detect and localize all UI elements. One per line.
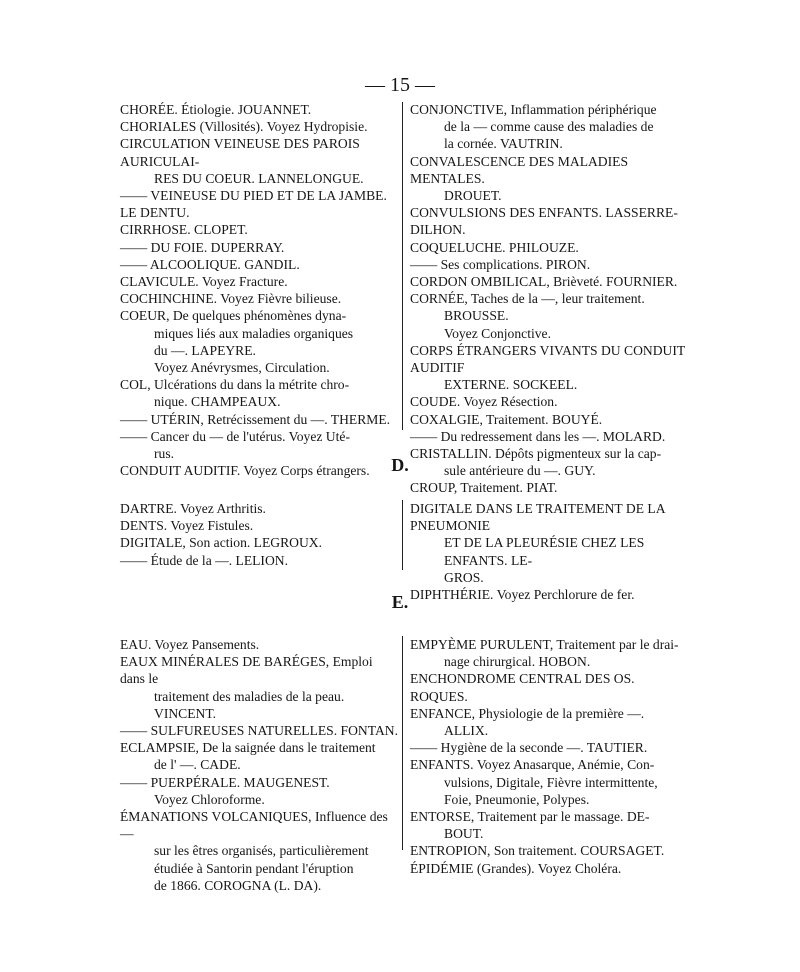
section-heading-d: D.: [391, 455, 409, 475]
index-entry: miques liés aux maladies organiques: [154, 325, 354, 341]
index-entry: Voyez Conjonctive.: [444, 325, 551, 341]
index-entry: —— UTÉRIN, Retrécissement du —. THERME.: [120, 411, 391, 427]
index-entry: DIPHTHÉRIE. Voyez Perchlorure de fer.: [410, 587, 635, 603]
index-entry: —— DU FOIE. DUPERRAY.: [120, 239, 285, 255]
index-entry: sule antérieure du —. GUY.: [444, 463, 596, 479]
index-entry: COQUELUCHE. PHILOUZE.: [410, 239, 579, 255]
page-number: — 15 —: [365, 74, 435, 96]
index-column-right-d: [410, 500, 688, 603]
section-heading-e: E.: [391, 592, 409, 612]
index-entry: ÉMANATIONS VOLCANIQUES, Influence des —: [120, 809, 388, 842]
index-entry: DARTRE. Voyez Arthritis.: [120, 501, 266, 516]
index-entry: CHORÉE. Étiologie. JOUANNET.: [120, 102, 312, 117]
index-entry: ENTORSE, Traitement par le massage. DE-: [410, 809, 650, 825]
index-entry: EAUX MINÉRALES DE BARÉGES, Emploi dans le: [120, 654, 373, 687]
index-entry: VINCENT.: [154, 705, 217, 721]
index-entry: —— Du redressement dans les —. MOLARD.: [410, 428, 666, 444]
index-entry: vulsions, Digitale, Fièvre intermittente,: [444, 774, 658, 790]
index-entry: —— ALCOOLIQUE. GANDIL.: [120, 256, 300, 272]
index-entry: RES DU COEUR. LANNELONGUE.: [154, 170, 364, 186]
index-entry: ENFANTS. Voyez Anasarque, Anémie, Con-: [410, 757, 655, 773]
index-entry: GROS.: [444, 569, 484, 585]
index-entry: BOUT.: [444, 826, 484, 842]
index-entry: —— Ses complications. PIRON.: [410, 256, 591, 272]
index-entry: —— Étude de la —. LELION.: [120, 552, 288, 568]
index-entry: —— VEINEUSE DU PIED ET DE LA JAMBE. LE DENTU.: [120, 188, 387, 221]
index-entry: nage chirurgical. HOBON.: [444, 654, 591, 670]
index-entry: DIGITALE, Son action. LEGROUX.: [120, 535, 323, 551]
index-entry: —— SULFUREUSES NATURELLES. FONTAN.: [120, 723, 398, 739]
index-entry: COCHINCHINE. Voyez Fièvre bilieuse.: [120, 291, 342, 307]
index-entry: BROUSSE.: [444, 308, 509, 324]
index-entry: COEUR, De quelques phénomènes dyna-: [120, 308, 347, 324]
index-entry: de 1866. COROGNA (L. DA).: [154, 877, 322, 893]
index-entry: étudiée à Santorin pendant l'éruption: [154, 860, 354, 876]
index-entry: CIRRHOSE. CLOPET.: [120, 222, 248, 238]
index-entry: EXTERNE. SOCKEEL.: [444, 377, 578, 393]
index-entry: ALLIX.: [444, 723, 489, 739]
index-entry: COUDE. Voyez Résection.: [410, 394, 558, 410]
index-entry: de la — comme cause des maladies de: [444, 119, 654, 135]
index-entry: CIRCULATION VEINEUSE DES PAROIS AURICULAI-: [120, 136, 360, 169]
index-entry: CROUP, Traitement. PIAT.: [410, 480, 558, 496]
index-column-right-c: [410, 101, 688, 497]
column-divider: [402, 636, 403, 850]
index-entry: de l' —. CADE.: [154, 757, 241, 773]
index-entry: CONJONCTIVE, Inflammation périphérique: [410, 102, 657, 117]
index-entry: CONDUIT AUDITIF. Voyez Corps étrangers.: [120, 463, 370, 479]
index-entry: EMPYÈME PURULENT, Traitement par le drai-: [410, 637, 679, 652]
index-entry: ECLAMPSIE, De la saignée dans le traitement: [120, 740, 376, 756]
index-entry: CLAVICULE. Voyez Fracture.: [120, 274, 288, 290]
column-divider: [402, 102, 403, 430]
index-entry: la cornée. VAUTRIN.: [444, 136, 563, 152]
index-entry: CHORIALES (Villosités). Voyez Hydropisie.: [120, 119, 368, 135]
index-entry: ÉPIDÉMIE (Grandes). Voyez Choléra.: [410, 860, 622, 876]
index-entry: Voyez Anévrysmes, Circulation.: [154, 360, 330, 376]
index-entry: —— Cancer du — de l'utérus. Voyez Uté-: [120, 428, 350, 444]
index-entry: CORDON OMBILICAL, Brièveté. FOURNIER.: [410, 274, 678, 290]
index-column-left-c: [120, 101, 398, 479]
index-entry: ENCHONDROME CENTRAL DES OS. ROQUES.: [410, 671, 635, 704]
index-entry: sur les êtres organisés, particulièrement: [154, 843, 369, 859]
index-entry: COXALGIE, Traitement. BOUYÉ.: [410, 411, 603, 427]
index-entry: EAU. Voyez Pansements.: [120, 637, 260, 652]
column-divider: [402, 500, 403, 570]
index-entry: du —. LAPEYRE.: [154, 342, 256, 358]
index-entry: rus.: [154, 446, 175, 462]
index-entry: ENTROPION, Son traitement. COURSAGET.: [410, 843, 665, 859]
index-entry: Voyez Chloroforme.: [154, 791, 265, 807]
index-entry: ENFANCE, Physiologie de la première —.: [410, 705, 645, 721]
index-entry: CONVULSIONS DES ENFANTS. LASSERRE-DILHON.: [410, 205, 678, 238]
index-entry: CORNÉE, Taches de la —, leur traitement.: [410, 291, 645, 307]
index-entry: DROUET.: [444, 188, 502, 204]
index-entry: COL, Ulcérations du dans la métrite chro-: [120, 377, 350, 393]
index-entry: —— Hygiène de la seconde —. TAUTIER.: [410, 740, 648, 756]
index-entry: traitement des maladies de la peau.: [154, 688, 345, 704]
index-entry: DENTS. Voyez Fistules.: [120, 518, 254, 534]
index-entry: Foie, Pneumonie, Polypes.: [444, 791, 590, 807]
index-entry: nique. CHAMPEAUX.: [154, 394, 281, 410]
index-entry: CRISTALLIN. Dépôts pigmenteux sur la cap-: [410, 446, 662, 462]
index-column-right-e: [410, 636, 688, 877]
index-entry: —— PUERPÉRALE. MAUGENEST.: [120, 774, 330, 790]
index-entry: CONVALESCENCE DES MALADIES MENTALES.: [410, 153, 629, 186]
index-entry: ET DE LA PLEURÉSIE CHEZ LES ENFANTS. LE-: [444, 535, 645, 568]
index-entry: CORPS ÉTRANGERS VIVANTS DU CONDUIT AUDITIF: [410, 342, 685, 376]
index-column-left-d: [120, 500, 398, 569]
index-entry: DIGITALE DANS LE TRAITEMENT DE LA PNEUMONIE: [410, 501, 665, 534]
index-column-left-e: [120, 636, 398, 894]
